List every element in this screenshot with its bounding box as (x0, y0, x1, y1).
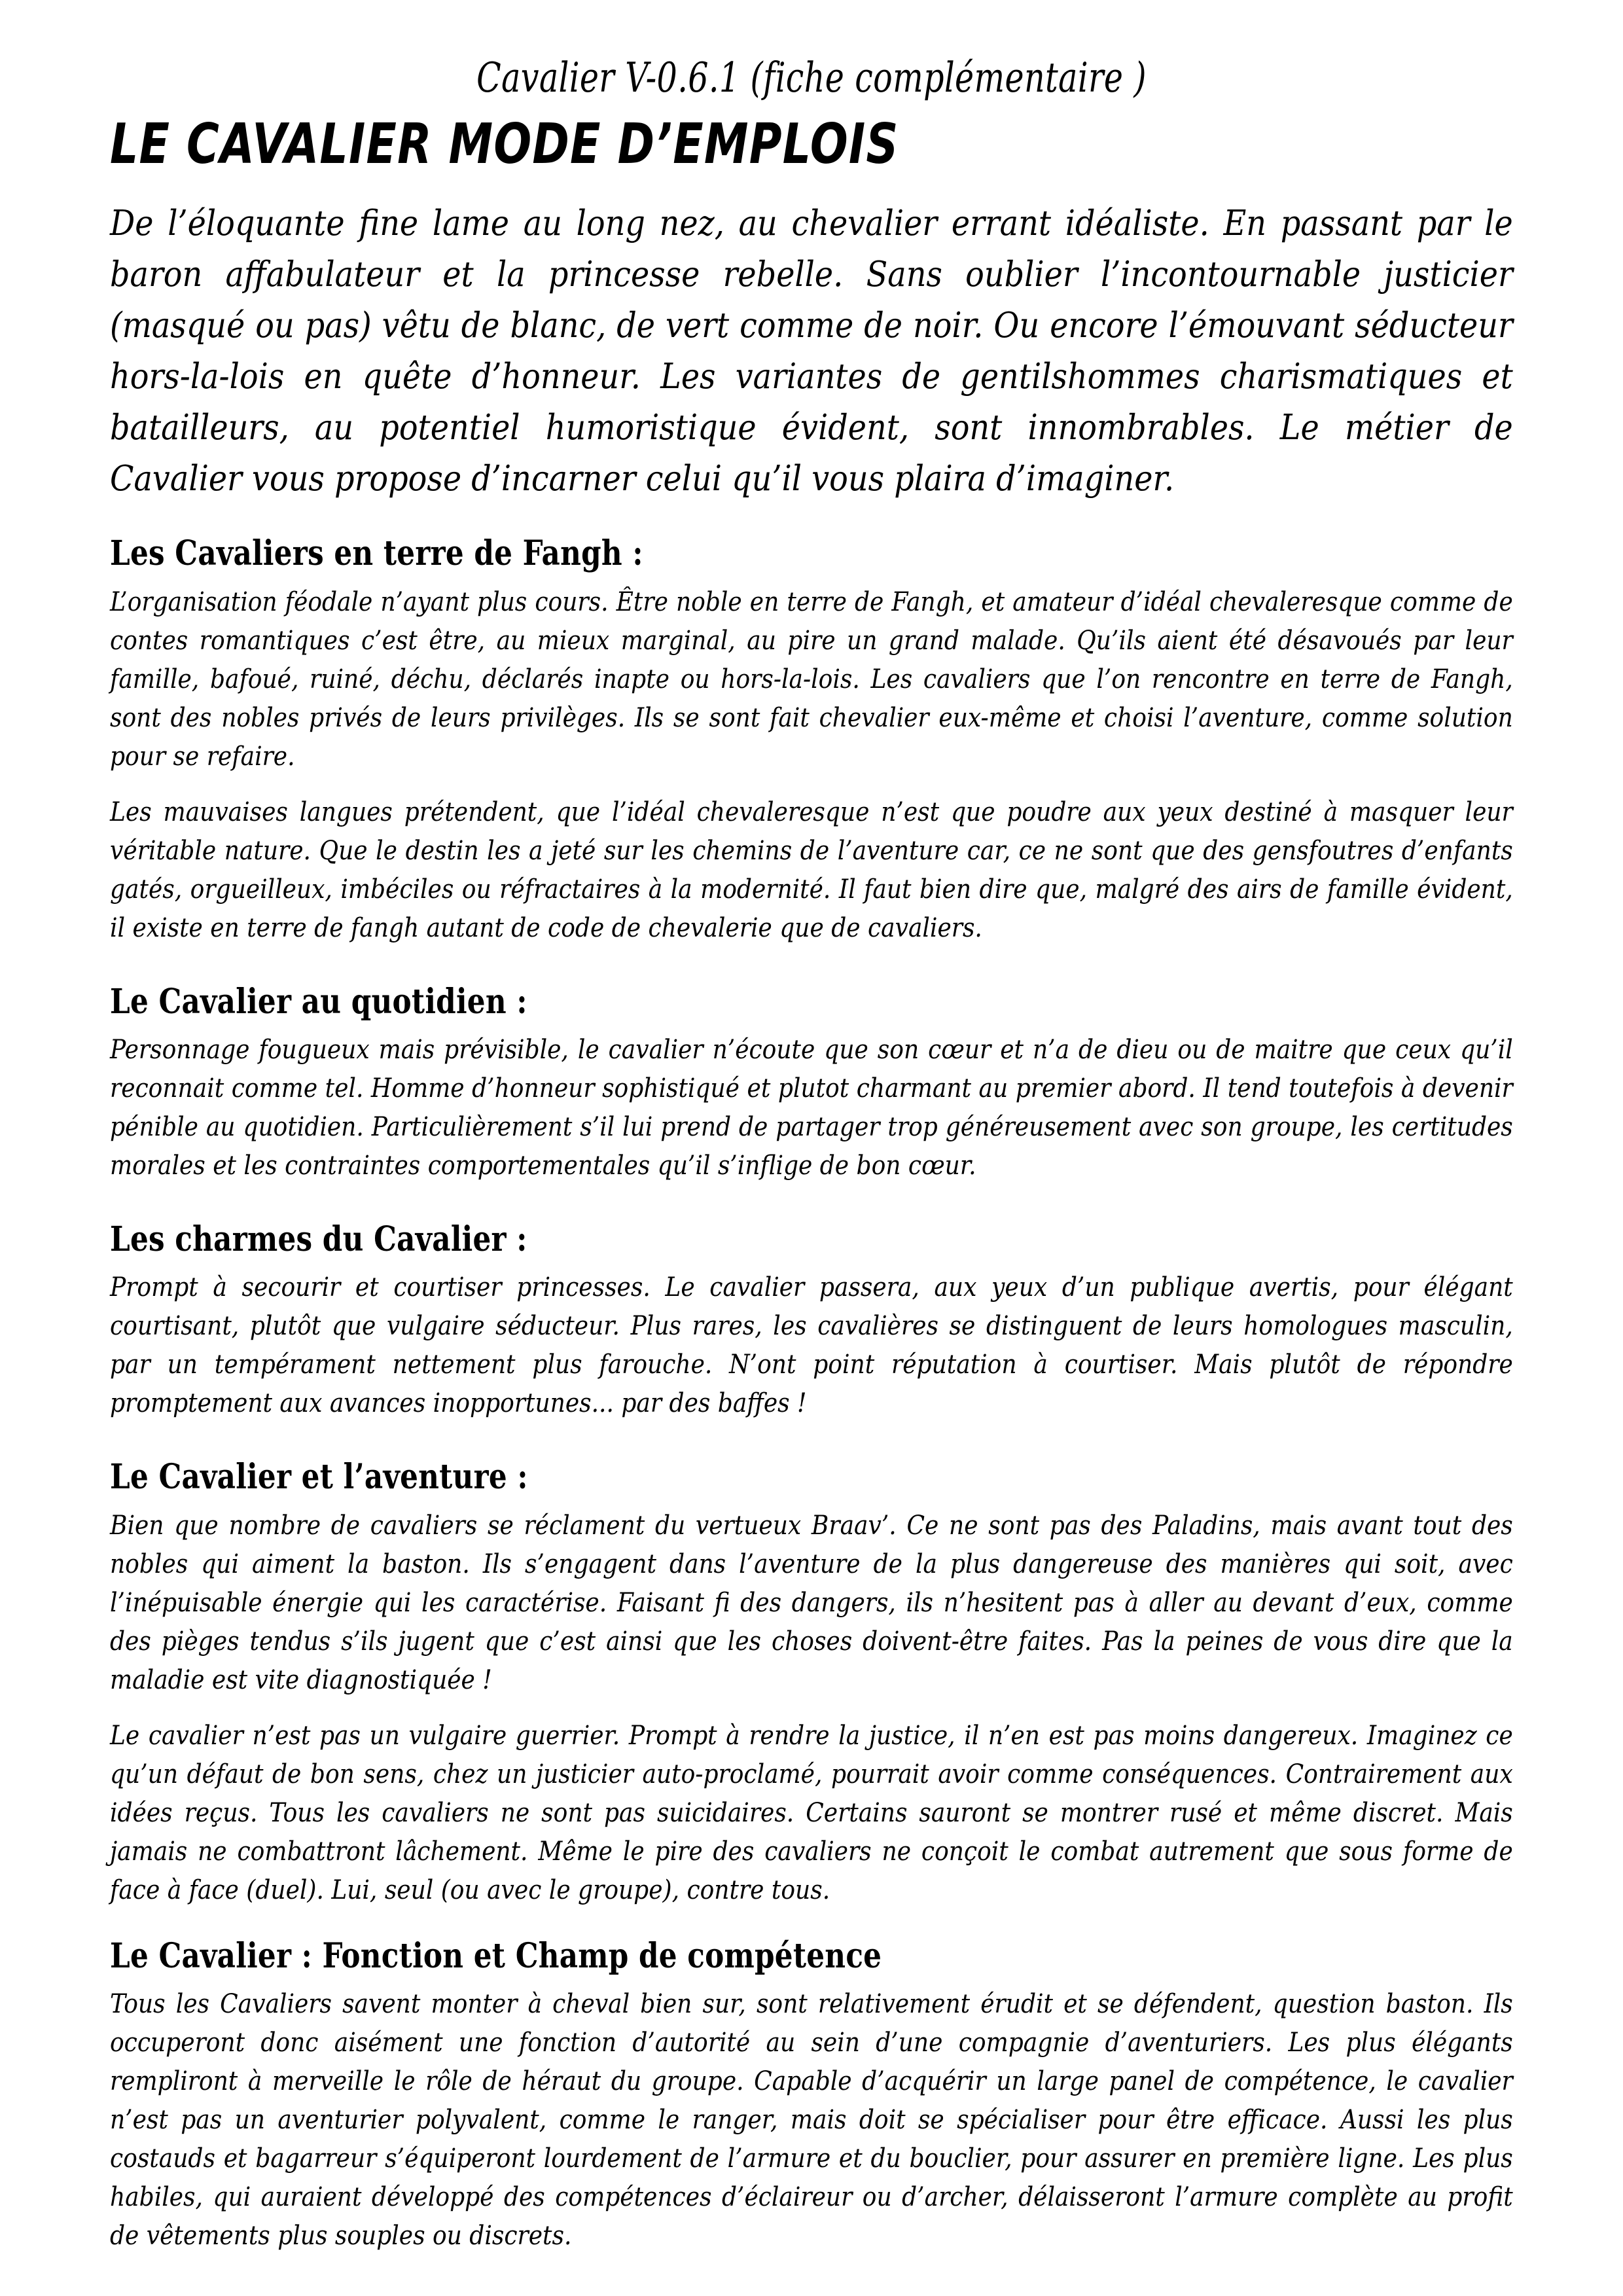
section-cavalier-au-quotidien (110, 982, 1513, 1185)
paragraph: Tous les Cavaliers savent monter à cheval bien sur, sont relativement érudit et se défendent, question baston. Ils occuperont donc aisément une fonction d’autorité au sein d’une compagnie d’aventuriers. Les plus élégants rempliront à merveille le rôle de héraut du groupe. Capable d’acquérir un large panel de compétence, le cavalier n’est pas un aventurier polyvalent, comme le ranger, mais doit se spécialiser pour être efficace. Aussi les plus costauds et bagarreur s’équiperont lourdement de l’armure et du bouclier, pour assurer en première ligne. Les plus habiles, qui auraient développé des compétences d’éclaireur ou d’archer, délaisseront l’armure complète au profit de vêtements plus souples ou discrets. (110, 1988, 1513, 2251)
paragraph: Personnage fougueux mais prévisible, le cavalier n’écoute que son cœur et n’a de dieu ou de maitre que ceux qu’il reconnait comme tel. Homme d’honneur sophistiqué et plutot charmant au premier abord. Il tend toutefois à devenir pénible au quotidien. Particulièrement s’il lui prend de partager trop généreusement avec son groupe, les certitudes morales et les contraintes comportementales qu’il s’inflige de bon cœur. (110, 1034, 1513, 1181)
section-cavaliers-en-terre-de-fangh (110, 533, 1513, 947)
spacer (110, 1914, 1513, 1936)
spacer (110, 1189, 1513, 1219)
spacer (110, 952, 1513, 982)
section-body (110, 1985, 1513, 2255)
page-title: LE CAVALIER MODE D’EMPLOIS (110, 112, 899, 177)
section-charmes-du-cavalier (110, 1219, 1513, 1423)
section-heading: Les Cavaliers en terre de Fangh : (110, 533, 643, 574)
section-body (110, 583, 1513, 948)
paragraph: Bien que nombre de cavaliers se réclament du vertueux Braav’. Ce ne sont pas des Paladins, mais avant tout des nobles qui aiment la baston. Ils s’engagent dans l’aventure de la plus dangereuse des manières qui soit, avec l’inépuisable énergie qui les caractérise. Faisant fi des dangers, ils n’hesitent pas à aller au devant d’eux, comme des pièges tendus s’ils jugent que c’est ainsi que les choses doivent-être faites. Pas la peines de vous dire que la maladie est vite diagnostiquée ! (110, 1510, 1513, 1695)
section-body (110, 1268, 1513, 1423)
paragraph: Prompt à secourir et courtiser princesses. Le cavalier passera, aux yeux d’un publique avertis, pour élégant courtisant, plutôt que vulgaire séducteur. Plus rares, les cavalières se distinguent de leurs homologues masculin, par un tempérament nettement plus farouche. N’ont point réputation à courtiser. Mais plutôt de répondre promptement aux avances inopportunes... par des baffes ! (110, 1272, 1513, 1419)
section-heading: Le Cavalier au quotidien : (110, 981, 527, 1022)
spacer (110, 1427, 1513, 1457)
paragraph: L’organisation féodale n’ayant plus cours. Être noble en terre de Fangh, et amateur d’idéal chevaleresque comme de contes romantiques c’est être, au mieux marginal, au pire un grand malade. Qu’ils aient été désavoués par leur famille, bafoué, ruiné, déchu, déclarés inapte ou hors-la-lois. Les cavaliers que l’on rencontre en terre de Fangh, sont des nobles privés de leurs privilèges. Ils se sont fait chevalier eux-même et choisi l’aventure, comme solution pour se refaire. (110, 586, 1513, 772)
section-heading: Les charmes du Cavalier : (110, 1219, 527, 1259)
section-fonction-et-champ-de-competence (110, 1936, 1513, 2255)
section-cavalier-et-aventure (110, 1457, 1513, 1909)
intro-paragraph: De l’éloquante fine lame au long nez, au chevalier errant idéaliste. En passant par le baron affabulateur et la princesse rebelle. Sans oublier l’incontournable justicier (masqué ou pas) vêtu de blanc, de vert comme de noir. Ou encore l’émouvant séducteur hors-la-lois en quête d’honneur. Les variantes de gentilshommes charismatiques et batailleurs, au potentiel humoristique évident, sont innombrables. Le métier de Cavalier vous propose d’incarner celui qu’il vous plaira d’imaginer. (110, 204, 1513, 499)
document-header-title: Cavalier V-0.6.1 (fiche complémentaire ) (476, 54, 1147, 101)
section-body (110, 1031, 1513, 1185)
section-heading: Le Cavalier : Fonction et Champ de compétence (110, 1935, 882, 1976)
section-body (110, 1507, 1513, 1910)
paragraph: Les mauvaises langues prétendent, que l’idéal chevaleresque n’est que poudre aux yeux destiné à masquer leur véritable nature. Que le destin les a jeté sur les chemins de l’aventure car, ce ne sont que des gensfoutres d’enfants gatés, orgueilleux, imbéciles ou réfractaires à la modernité. Il faut bien dire que, malgré des airs de famille évident, il existe en terre de fangh autant de code de chevalerie que de cavaliers. (110, 797, 1513, 943)
paragraph: Le cavalier n’est pas un vulgaire guerrier. Prompt à rendre la justice, il n’en est pas moins dangereux. Imaginez ce qu’un défaut de bon sens, chez un justicier auto-proclamé, pourrait avoir comme conséquences. Contrairement aux idées reçus. Tous les cavaliers ne sont pas suicidaires. Certains sauront se montrer rusé et même discret. Mais jamais ne combattront lâchement. Même le pire des cavaliers ne conçoit le combat autrement que sous forme de face à face (duel). Lui, seul (ou avec le groupe), contre tous. (110, 1720, 1513, 1905)
section-heading: Le Cavalier et l’aventure : (110, 1457, 528, 1498)
